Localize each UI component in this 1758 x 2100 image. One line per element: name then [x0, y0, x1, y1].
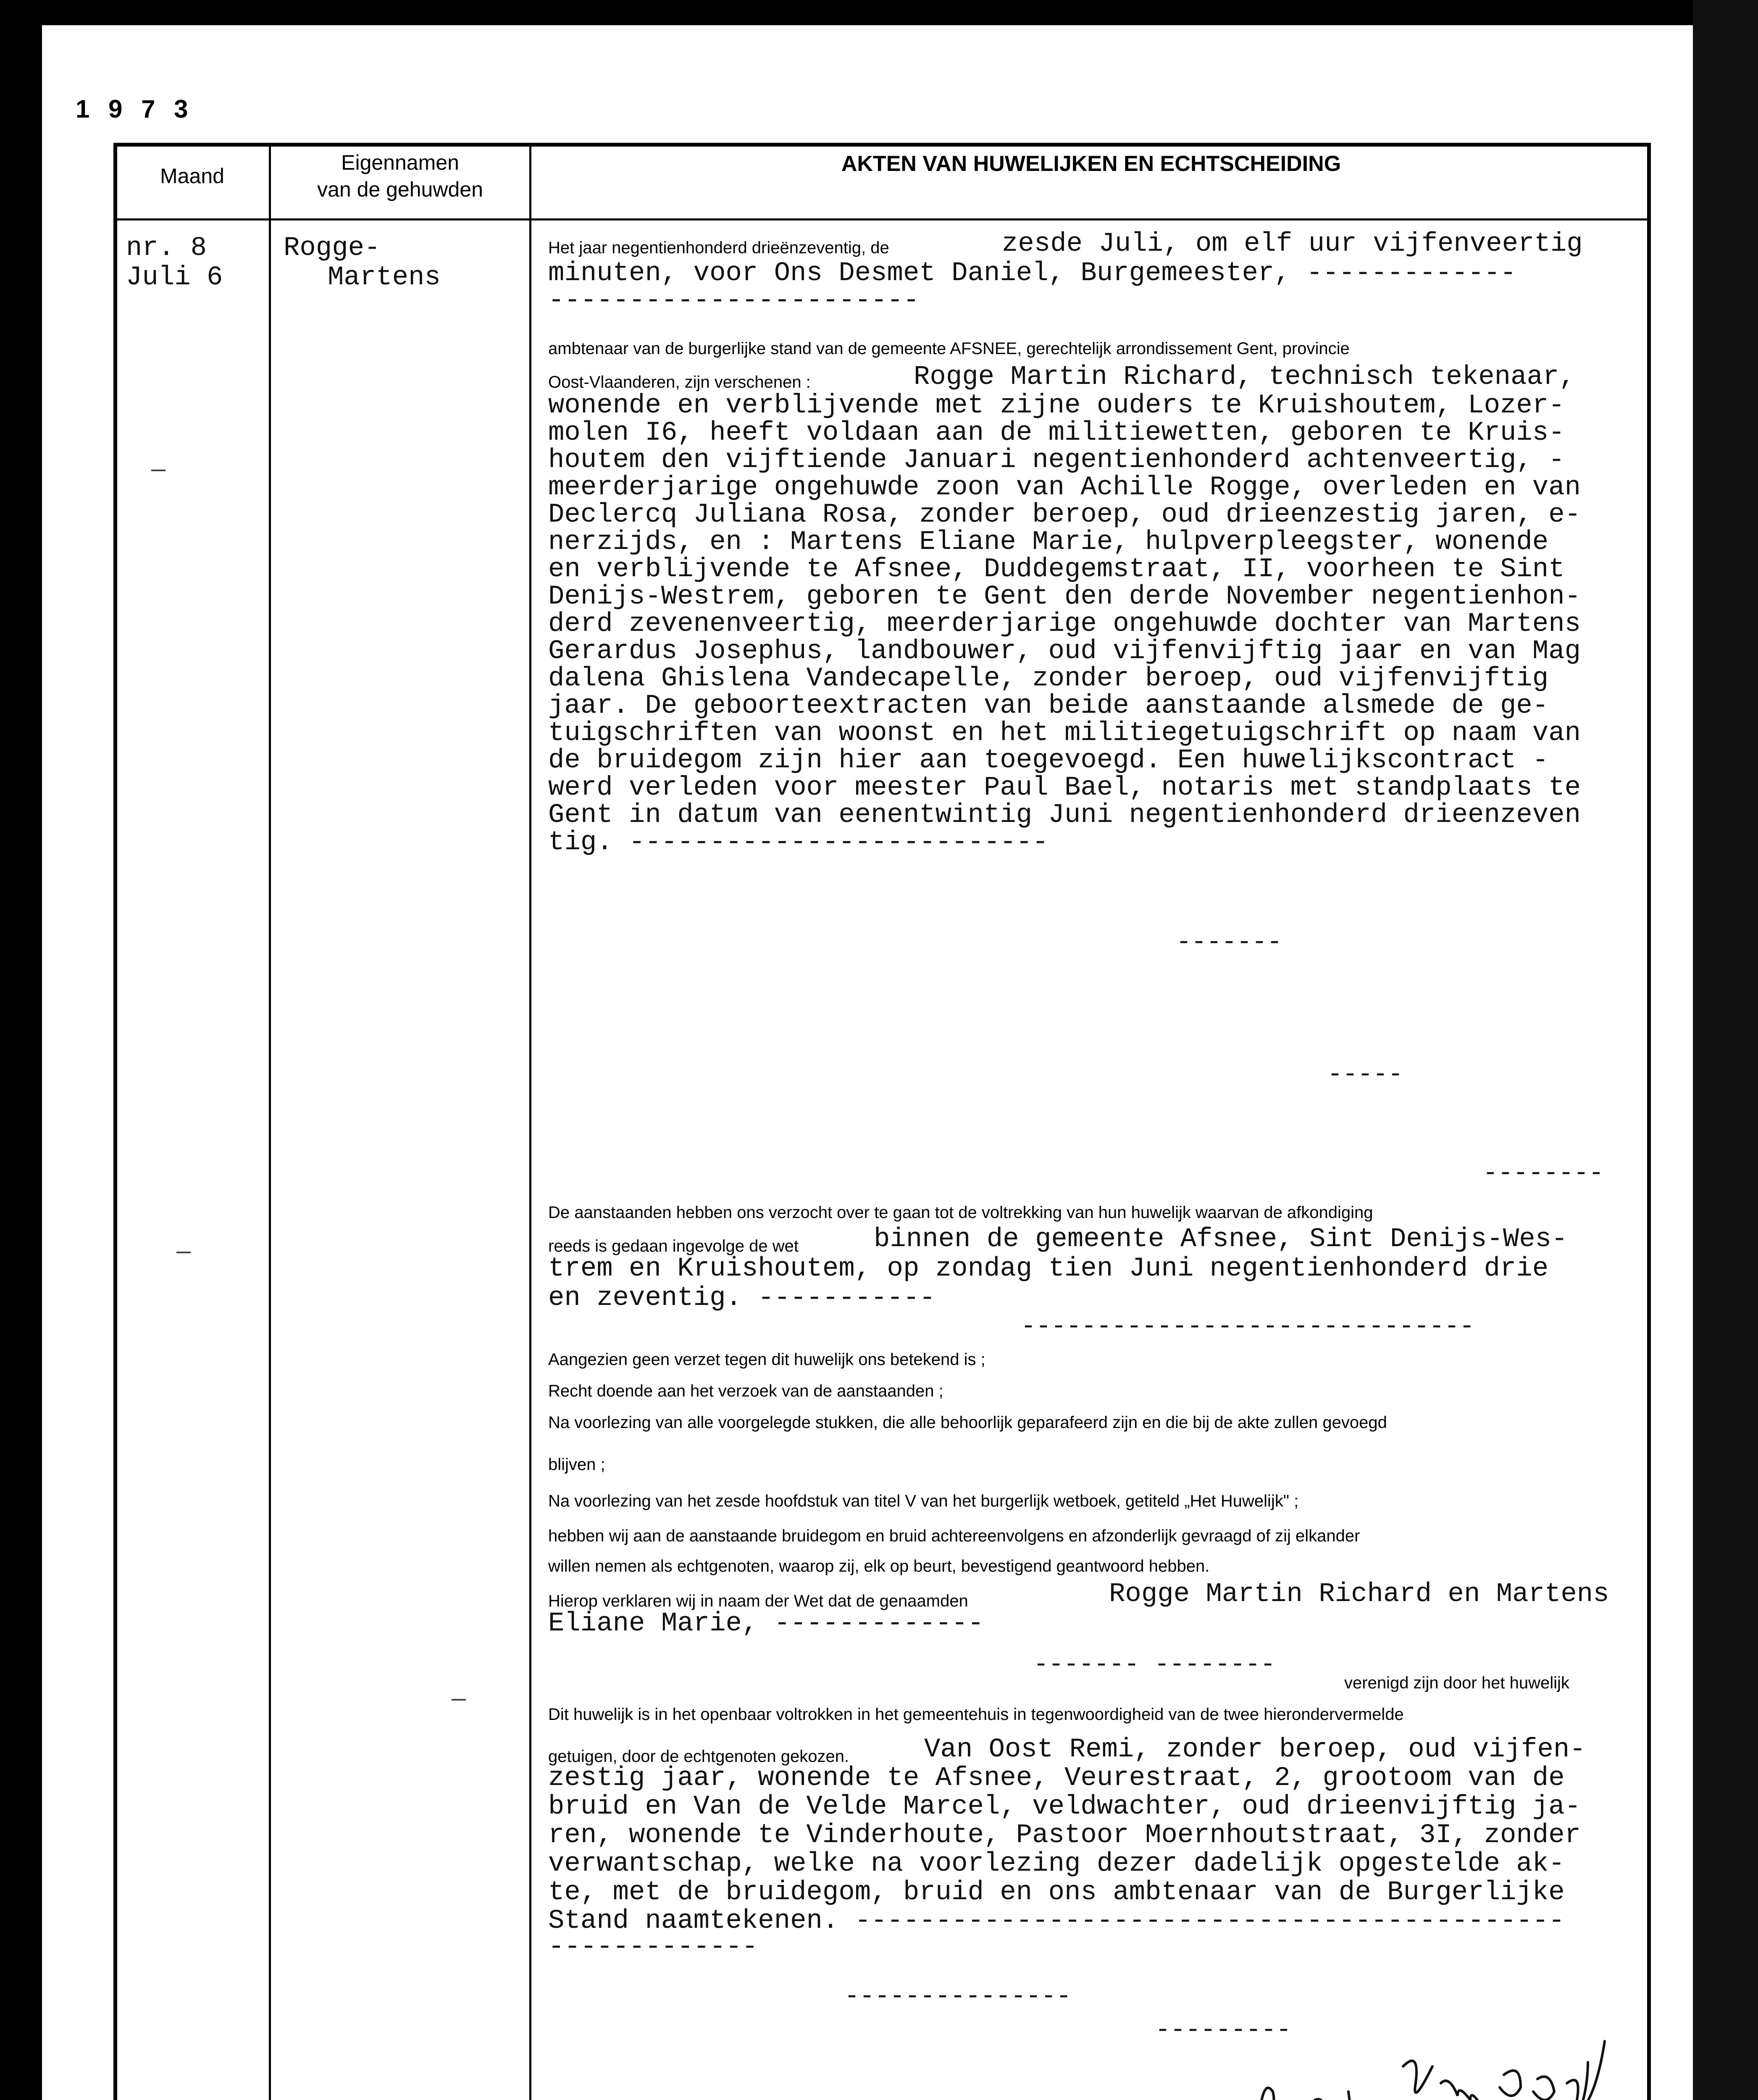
- dash-filler: ---------: [1155, 2016, 1292, 2045]
- header-names-line1: Eigennamen: [341, 151, 459, 174]
- act-text-line: Hierop verklaren wij in naam der Wet dat de genaamden: [548, 1592, 968, 1610]
- margin-tick: [176, 1252, 191, 1253]
- margin-tick: [452, 1699, 466, 1701]
- column-divider: [269, 143, 271, 2100]
- act-text-line: meerderjarige ongehuwde zoon van Achille Rogge, overleden en van: [548, 472, 1581, 503]
- header-names: [271, 149, 529, 203]
- entry-name-groom: Rogge-: [284, 233, 381, 263]
- act-text-line: verwantschap, welke na voorlezing dezer dadelijk opgestelde ak-: [548, 1849, 1565, 1879]
- act-text-line: werd verleden voor meester Paul Bael, notaris met standplaats te: [548, 773, 1581, 803]
- act-text-line: houtem den vijftiende Januari negentienhonderd achtenveertig, -: [548, 445, 1565, 475]
- act-text-line: binnen de gemeente Afsnee, Sint Denijs-Wes-: [874, 1224, 1568, 1255]
- signature-remi-van-oost: [1260, 2041, 1605, 2100]
- act-text-line: dalena Ghislena Vandecapelle, zonder beroep, oud vijfenvijftig: [548, 664, 1549, 694]
- header-acts-title: AKTEN VAN HUWELIJKEN EN ECHTSCHEIDING: [841, 152, 1341, 176]
- act-text-line: -----------------------: [548, 286, 920, 316]
- act-text-line: Recht doende aan het verzoek van de aanstaanden ;: [548, 1382, 943, 1400]
- act-text-line: Declercq Juliana Rosa, zonder beroep, oud drieenzestig jaren, e-: [548, 500, 1581, 530]
- act-text-line: tuigschriften van woonst en het militiegetuigschrift op naam van: [548, 718, 1581, 748]
- act-text-line: ren, wonende te Vinderhoute, Pastoor Moernhoutstraat, 3I, zonder: [548, 1820, 1581, 1851]
- act-text-line: Na voorlezing van alle voorgelegde stukken, die alle behoorlijk geparafeerd zijn en die bij de akte zullen gevoegd: [548, 1413, 1387, 1432]
- act-text-line: molen I6, heeft voldaan aan de militiewetten, geboren te Kruis-: [548, 418, 1565, 448]
- act-text-line: Aangezien geen verzet tegen dit huwelijk ons betekend is ;: [548, 1350, 985, 1369]
- act-text-line: en verblijvende te Afsnee, Duddegemstraat, II, voorheen te Sint: [548, 554, 1565, 585]
- scan-edge: [1693, 0, 1758, 2100]
- act-text-line: bruid en Van de Velde Marcel, veldwachter, oud drieenvijftig ja-: [548, 1792, 1581, 1822]
- dash-filler: -----: [1327, 1060, 1403, 1089]
- act-text-line: Na voorlezing van het zesde hoofdstuk van titel V van het burgerlijk wetboek, getiteld „Het Huwelijk" ;: [548, 1492, 1299, 1510]
- act-text-line: reeds is gedaan ingevolge de wet: [548, 1237, 799, 1255]
- act-text-line: tig. --------------------------: [548, 827, 1048, 858]
- act-text-line: -------------: [548, 1932, 758, 1962]
- act-text-line: Gent in datum van eenentwintig Juni negentienhonderd drieenzeven: [548, 800, 1581, 830]
- entry-number: nr. 8: [126, 233, 207, 263]
- entry-date: Juli 6: [126, 262, 223, 293]
- act-text-line: Het jaar negentienhonderd drieënzeventig, de: [548, 239, 889, 257]
- margin-tick: [151, 470, 166, 471]
- act-text-line: Rogge Martin Richard, technisch tekenaar,: [914, 362, 1575, 392]
- act-text-line: wonende en verblijvende met zijne ouders te Kruishoutem, Lozer-: [548, 391, 1565, 421]
- act-text-line: Rogge Martin Richard en Martens: [1109, 1579, 1609, 1609]
- act-text-line: de bruidegom zijn hier aan toegevoegd. Een huwelijkscontract -: [548, 746, 1549, 776]
- act-text-line: ambtenaar van de burgerlijke stand van de gemeente AFSNEE, gerechtelijk arrondissement Gent, provincie: [548, 339, 1350, 358]
- entry-name-bride: Martens: [328, 262, 441, 293]
- act-text-line: Van Oost Remi, zonder beroep, oud vijfen-: [924, 1735, 1586, 1765]
- dash-filler: ---------------: [844, 1982, 1072, 2011]
- dash-filler: ------------------------------: [1021, 1312, 1475, 1341]
- act-text-line: Stand naamtekenen. --------------------------------------------: [548, 1906, 1565, 1936]
- column-divider: [529, 143, 531, 2100]
- act-text-line: getuigen, door de echtgenoten gekozen.: [548, 1747, 849, 1766]
- act-text-line: Eliane Marie, -------------: [548, 1609, 984, 1639]
- act-text-line: en zeventig. -----------: [548, 1283, 935, 1313]
- act-text-line: zesde Juli, om elf uur vijfenveertig: [1002, 229, 1583, 259]
- dash-filler: --------: [1483, 1159, 1604, 1188]
- act-text-line: zestig jaar, wonende te Afsnee, Veurestraat, 2, grootoom van de: [548, 1763, 1565, 1793]
- act-text-line: jaar. De geboorteextracten van beide aanstaande alsmede de ge-: [548, 691, 1549, 721]
- act-text-line: derd zevenenveertig, meerderjarige ongehuwde dochter van Martens: [548, 609, 1581, 639]
- act-text-line: Gerardus Josephus, landbouwer, oud vijfenvijftig jaar en van Mag: [548, 636, 1581, 667]
- act-text-line: te, met de bruidegom, bruid en ons ambtenaar van de Burgerlijke: [548, 1877, 1565, 1908]
- act-text-line: verenigd zijn door het huwelijk: [1344, 1674, 1569, 1692]
- header-names-line2: van de gehuwden: [317, 178, 483, 201]
- dash-filler: -------: [1176, 928, 1282, 957]
- act-text-line: blijven ;: [548, 1455, 605, 1474]
- header-month: Maand: [160, 164, 224, 188]
- act-text-line: willen nemen als echtgenoten, waarop zij, elk op beurt, bevestigend geantwoord hebben.: [548, 1557, 1210, 1575]
- header-divider: [113, 218, 1651, 220]
- act-text-line: minuten, voor Ons Desmet Daniel, Burgemeester, -------------: [548, 258, 1516, 289]
- act-text-line: trem en Kruishoutem, op zondag tien Juni negentienhonderd drie: [548, 1254, 1549, 1284]
- act-text-line: hebben wij aan de aanstaande bruidegom en bruid achtereenvolgens en afzonderlijk gevraagd of zij elkander: [548, 1527, 1360, 1545]
- act-text-line: Dit huwelijk is in het openbaar voltrokken in het gemeentehuis in tegenwoordigheid van de twee hierondervermelde: [548, 1705, 1404, 1724]
- act-text-line: Denijs-Westrem, geboren te Gent den derde November negentienhon-: [548, 582, 1581, 612]
- act-text-line: nerzijds, en : Martens Eliane Marie, hulpverpleegster, wonende: [548, 527, 1549, 557]
- register-year: 1 9 7 3: [76, 95, 194, 123]
- act-text-line: De aanstaanden hebben ons verzocht over te gaan tot de voltrekking van hun huwelijk waarvan de afkondiging: [548, 1203, 1373, 1222]
- act-text-line: Oost-Vlaanderen, zijn verschenen :: [548, 373, 811, 391]
- dash-filler: ------- --------: [1033, 1651, 1276, 1679]
- signatures-area: [491, 2033, 1668, 2100]
